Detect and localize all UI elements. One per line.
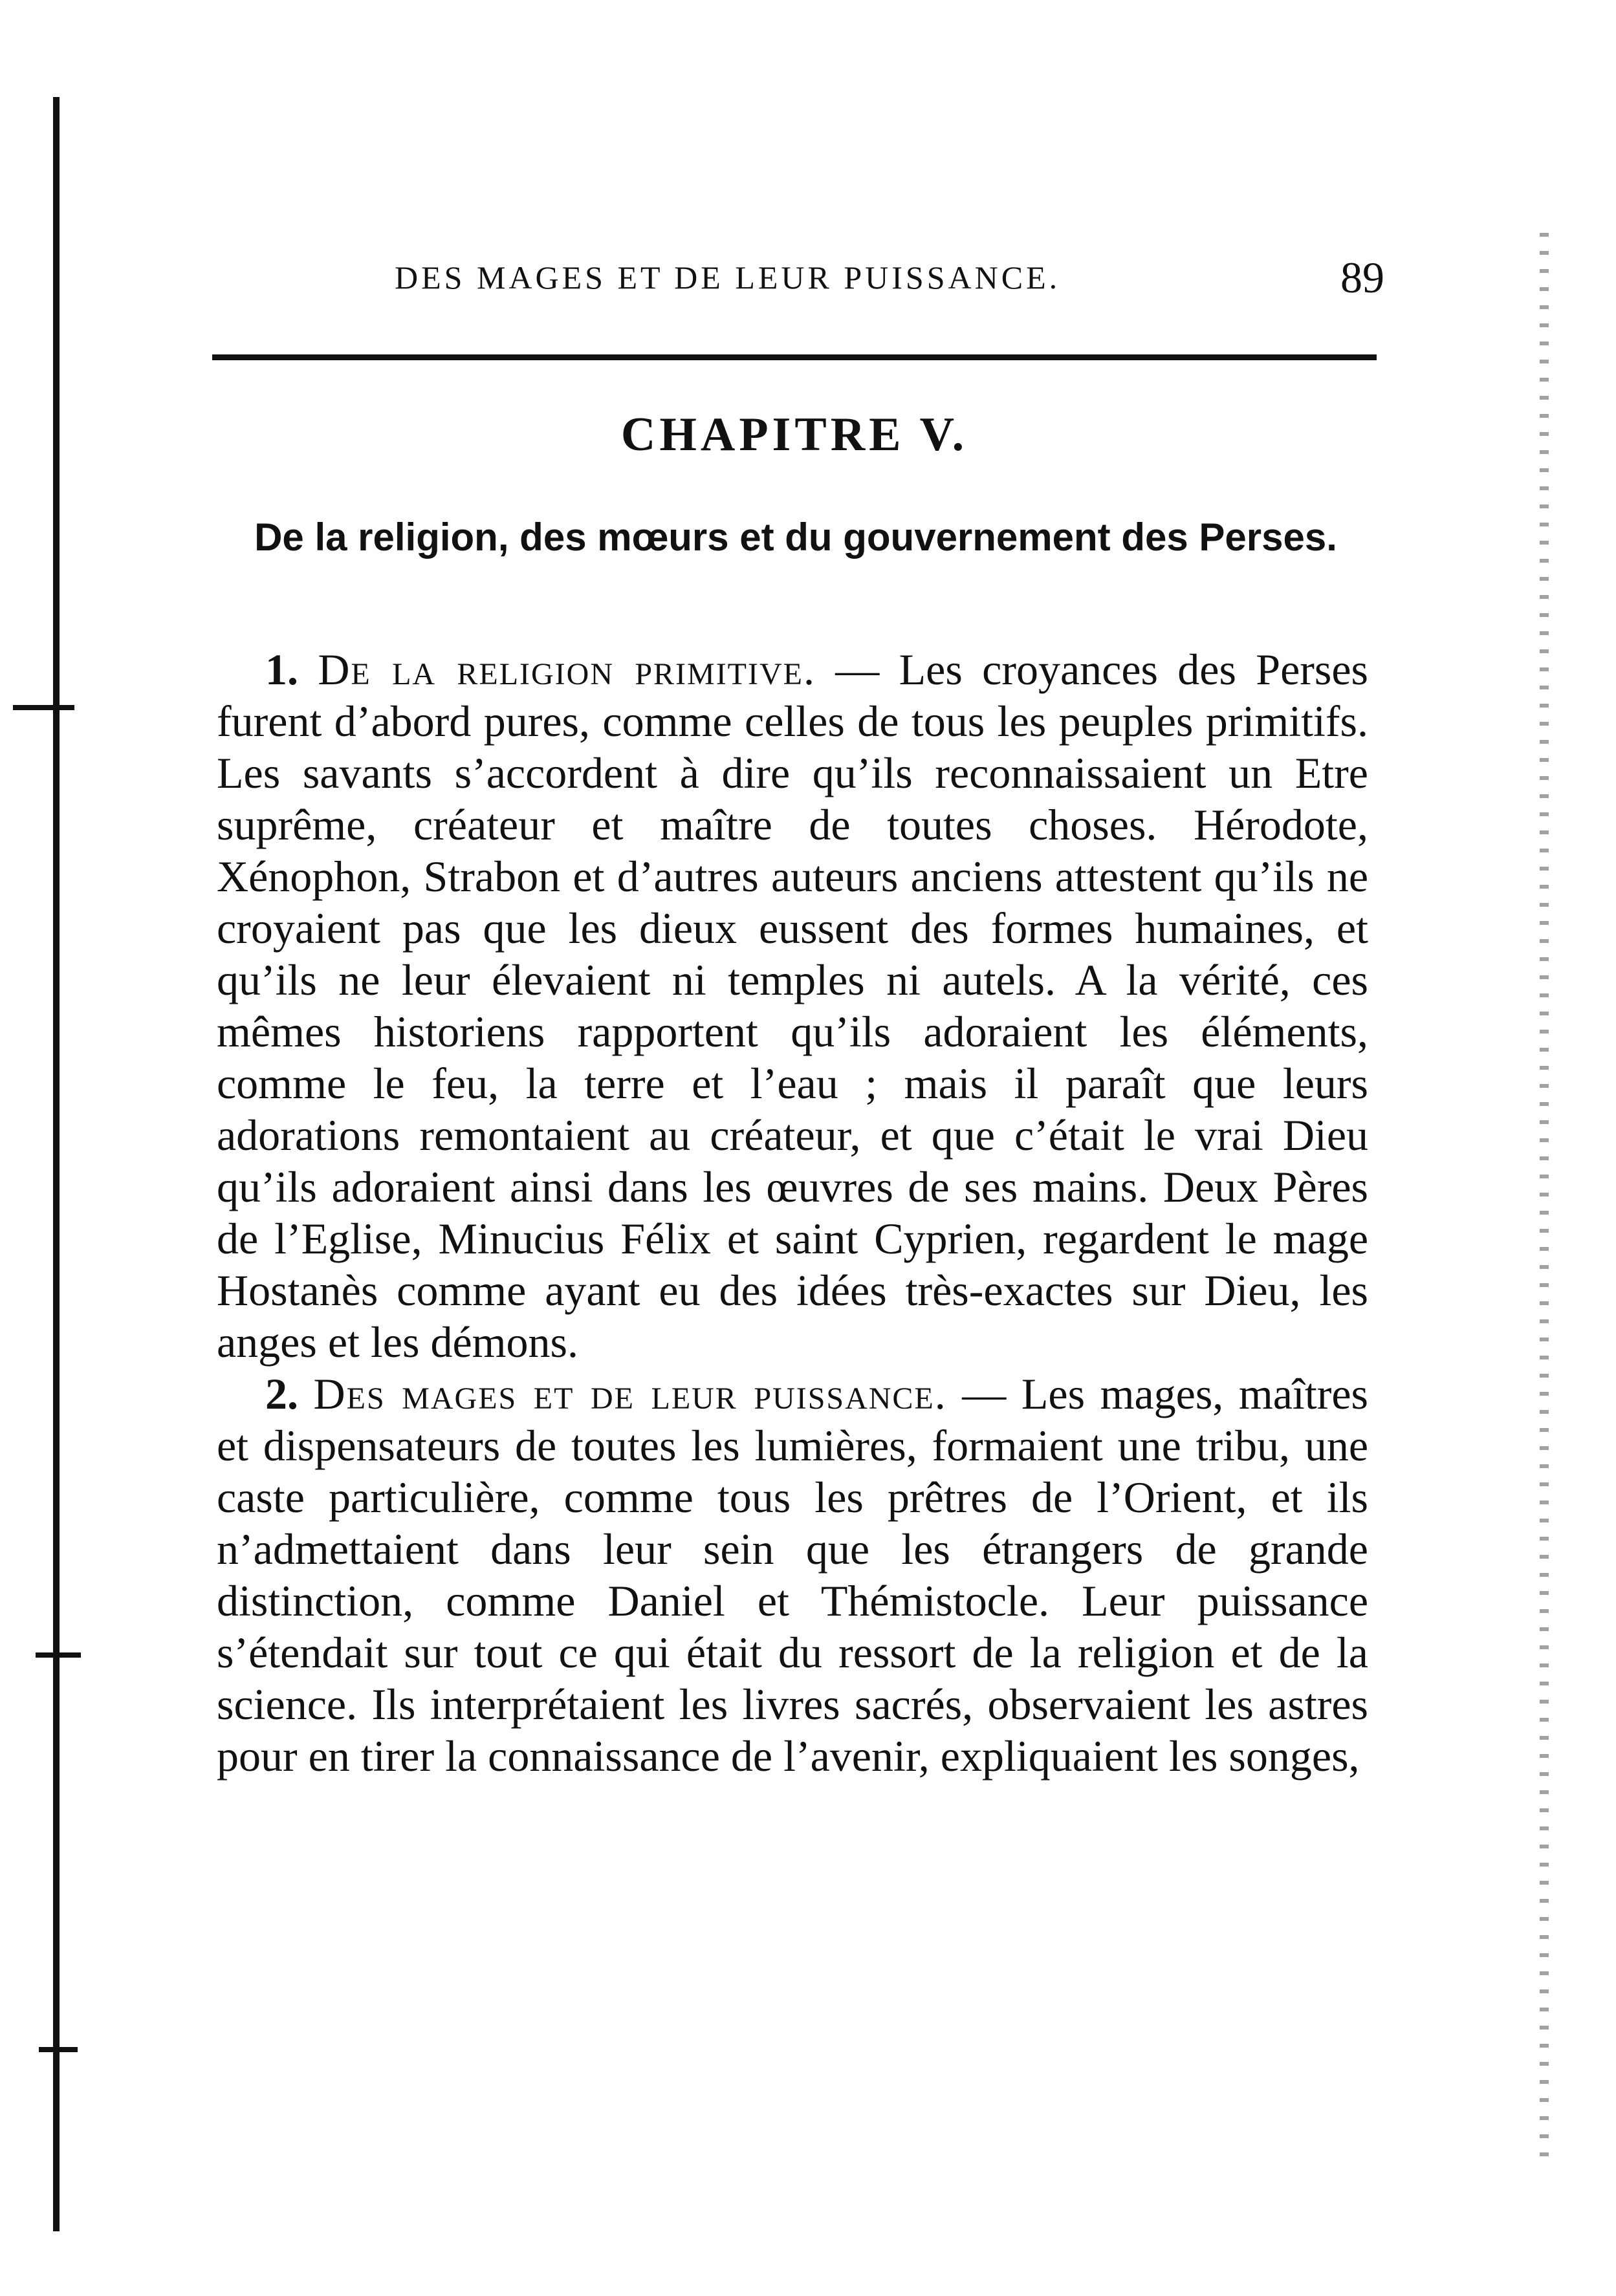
page-binding-edge-right xyxy=(1540,233,1549,2160)
section-text: Les croyances des Perses furent d’abord pures, comme celles de tous les peuples primitifs. Les savants s’accordent à dire qu’ils reconnaissaient un Etre suprême, créateur et maître de toutes choses. Hérodote, Xénophon, Strabon et d’autres auteurs anciens attestent qu’ils ne croyaient pas que les dieux eussent des formes humaines, et qu’ils ne leur élevaient ni temples ni autels. A la vérité, ces mêmes historiens rapportent qu’ils adoraient les éléments, comme le feu, la terre et l’eau ; mais il paraît que leurs adorations remontaient au créateur, et que c’était le vrai Dieu qu’ils adoraient ainsi dans les œuvres de ses mains. Deux Pères de l’Eglise, Minucius Félix et saint Cyprien, regardent le mage Hostanès comme ayant eu des idées très-exactes sur Dieu, les anges et les démons. xyxy=(217,645,1369,1367)
page-binding-edge-left xyxy=(53,97,60,2231)
binding-mark xyxy=(13,705,74,710)
chapter-subtitle: De la religion, des mœurs et du gouvernement des Perses. xyxy=(254,515,1337,559)
section-text: Les mages, maîtres et dispensateurs de toutes les lumières, formaient une tribu, une caste particulière, comme tous les prêtres de l’Orient, et ils n’admettaient dans leur sein que les étrangers de grande distinction, comme Daniel et Thémistocle. Leur puissance s’étendait sur tout ce qui était du ressort de la religion et de la science. Ils interprétaient les livres sacrés, observaient les astres pour en tirer la connaissance de l’avenir, expliquaient les songes, xyxy=(217,1369,1368,1781)
section-paragraph xyxy=(217,1368,1368,1782)
binding-mark xyxy=(36,1652,81,1658)
section-heading: Des mages et de leur puissance. xyxy=(313,1369,947,1418)
chapter-title: CHAPITRE V. xyxy=(620,408,968,461)
header-rule xyxy=(212,354,1377,360)
section-paragraph xyxy=(217,644,1368,1368)
running-title: DES MAGES ET DE LEUR PUISSANCE. xyxy=(395,259,1061,296)
running-head xyxy=(213,252,1384,310)
section-number: 1. xyxy=(265,645,298,694)
binding-mark xyxy=(39,2047,78,2052)
section-number: 2. xyxy=(265,1369,298,1418)
body-text xyxy=(217,644,1368,1782)
page-number: 89 xyxy=(1340,253,1384,302)
section-dash: — xyxy=(815,645,899,694)
section-dash: — xyxy=(946,1369,1021,1418)
section-heading: De la religion primitive. xyxy=(318,645,816,694)
